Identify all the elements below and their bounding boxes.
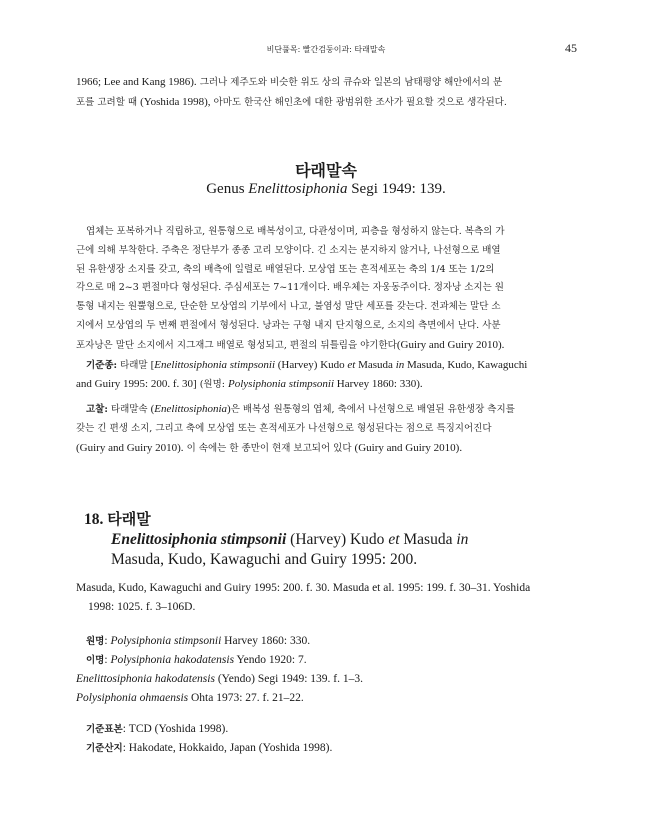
basionym-line: 원명: Polysiphonia stimpsonii Harvey 1860: 330. bbox=[86, 635, 311, 647]
synonym-line: 이명: Polysiphonia hakodatensis Yendo 1920: 7. bbox=[86, 654, 307, 666]
remarks-paragraph bbox=[76, 400, 576, 458]
remarks-line-3: (Guiry and Guiry 2010). 이 속에는 한 종만이 현재 보고되어 있다 (Guiry and Guiry 2010). bbox=[76, 441, 463, 454]
species-heading-line-3: Masuda, Kudo, Kawaguchi and Guiry 1995: 200. bbox=[111, 551, 418, 568]
page-number: 45 bbox=[565, 41, 577, 55]
remarks-line-1: 고찰: 타래말속 (Enelittosiphonia)은 배복성 원통형의 엽체, 축에서 나선형으로 배열된 유한생장 측지를 bbox=[86, 403, 515, 415]
type-specimen-line: 기준표본: TCD (Yoshida 1998). bbox=[86, 723, 229, 735]
species-heading bbox=[84, 509, 604, 570]
desc-line: 포자낭은 말단 소지에서 지그재그 배열로 형성되고, 편절의 뒤틀림을 야기한다(Guiry and Guiry 2010). bbox=[76, 338, 505, 351]
genus-description bbox=[76, 223, 576, 395]
synonym-line: Enelittosiphonia hakodatensis (Yendo) Segi 1949: 139. f. 1–3. bbox=[76, 673, 363, 685]
type-locality-line: 기준산지: Hakodate, Hokkaido, Japan (Yoshida 1998). bbox=[86, 742, 333, 754]
desc-line: 엽체는 포복하거나 직립하고, 원통형으로 배복성이고, 다관성이며, 피층을 형성하지 않는다. 복측의 가 bbox=[86, 226, 505, 237]
species-references bbox=[76, 579, 576, 617]
synonym-line: Polysiphonia ohmaensis Ohta 1973: 27. f. 21–22. bbox=[76, 692, 304, 704]
type-info bbox=[76, 720, 576, 758]
species-heading-line-2: Enelittosiphonia stimpsonii (Harvey) Kudo et Masuda in bbox=[111, 531, 469, 548]
genus-korean-heading: 타래말속 bbox=[295, 161, 357, 180]
species-heading-line-1: 18. 타래말 bbox=[84, 510, 151, 528]
running-header: 비단풀목: 빨간검둥이과: 타래말속 bbox=[266, 45, 386, 54]
desc-line: 지에서 모상엽의 두 번째 편절에서 형성된다. 낭과는 구형 내지 단지형으로, 소지의 측면에서 난다. 사분 bbox=[76, 319, 501, 331]
desc-line: 근에 의해 부착한다. 주축은 정단부가 종종 고리 모양이다. 긴 소지는 분지하지 않거나, 나선형으로 배열 bbox=[76, 244, 501, 256]
synonym-list bbox=[76, 632, 576, 708]
genus-latin-heading: Genus Enelittosiphonia Segi 1949: 139. bbox=[206, 181, 446, 197]
intro-paragraph bbox=[76, 73, 576, 113]
type-species-line-2: and Guiry 1995: 200. f. 30] (원명: Polysiphonia stimpsonii Harvey 1860: 330). bbox=[76, 378, 423, 391]
desc-line: 각으로 매 2~3 편절마다 형성된다. 주심세포는 7~11개이다. 배우체는 자웅동주이다. 정자낭 소지는 원 bbox=[76, 282, 504, 294]
intro-line-2: 포를 고려할 때 (Yoshida 1998), 아마도 한국산 해인초에 대한 광범위한 조사가 필요할 것으로 생각된다. bbox=[76, 95, 507, 108]
intro-line-1: 1966; Lee and Kang 1986). 그러나 제주도와 비슷한 위도 상의 큐슈와 일본의 남태평양 해안에서의 분 bbox=[76, 76, 503, 88]
desc-line: 통형 내지는 원뿔형으로, 단순한 모상엽의 기부에서 나고, 불염성 말단 세포를 갖는다. 전과체는 말단 소 bbox=[76, 301, 501, 313]
remarks-line-2: 갖는 긴 편생 소지, 그리고 축에 모상엽 또는 흔적세포가 나선형으로 형성된다는 점으로 특징지어진다 bbox=[76, 422, 492, 434]
desc-line: 된 유한생장 소지를 갖고, 축의 배측에 일렬로 배열된다. 모상엽 또는 흔적세포는 축의 1/4 또는 1/2의 bbox=[76, 263, 495, 275]
reference-line-1: Masuda, Kudo, Kawaguchi and Guiry 1995: 200. f. 30. Masuda et al. 1995: 199. f. 30–31. Yoshida bbox=[76, 582, 531, 594]
type-species-line: 기준종: 타래말 [Enelittosiphonia stimpsonii (Harvey) Kudo et Masuda in Masuda, Kudo, Kawaguchi bbox=[86, 358, 528, 371]
reference-line-2: 1998: 1025. f. 3–106D. bbox=[88, 601, 196, 613]
